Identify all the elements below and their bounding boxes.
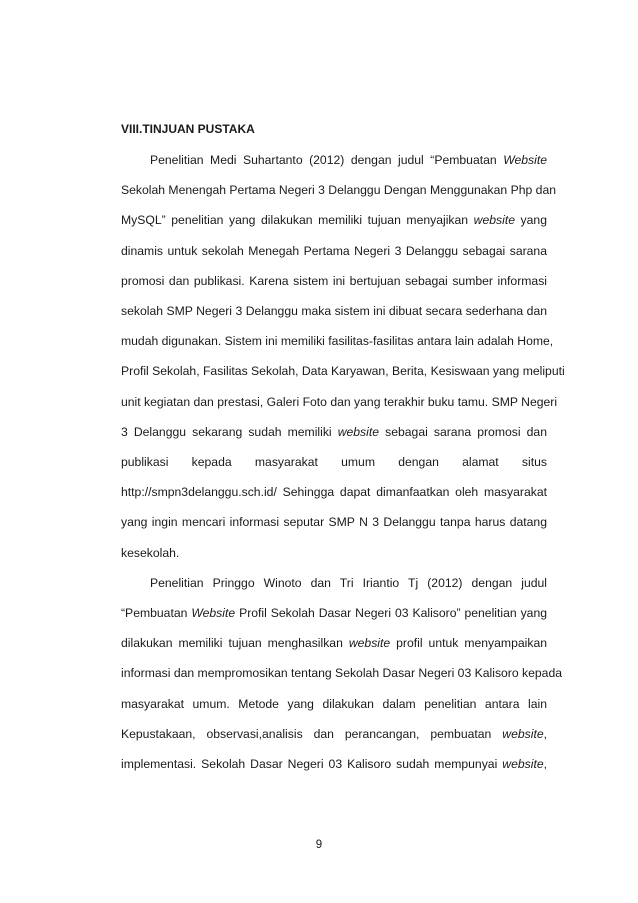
text-line <box>121 756 547 772</box>
text-line <box>121 696 547 712</box>
italic-term: website <box>473 213 515 228</box>
text-segment: kesekolah. <box>121 545 180 560</box>
text-segment: Penelitian Pringgo Winoto dan Tri Iriantio Tj (2012) dengan judul <box>150 575 547 590</box>
italic-term: Website <box>191 606 236 620</box>
text-line <box>121 303 547 319</box>
text-line <box>121 605 547 621</box>
text-segment: sebagai sarana promosi dan <box>379 424 547 439</box>
italic-term: website <box>502 757 544 771</box>
text-segment: Penelitian Medi Suhartanto (2012) dengan judul “Pembuatan <box>150 153 504 167</box>
text-line <box>121 484 547 500</box>
section-heading: VIII.TINJUAN PUSTAKA <box>121 122 255 136</box>
text-segment: Profil Sekolah, Fasilitas Sekolah, Data Karyawan, Berita, Kesiswaan yang meliputi <box>121 364 565 379</box>
text-segment: Kepustakaan, observasi,analisis dan perancangan, pembuatan <box>121 726 503 741</box>
text-line <box>121 665 563 681</box>
text-line <box>121 726 547 742</box>
text-line <box>121 394 558 410</box>
text-segment: dilakukan memiliki tujuan menghasilkan <box>121 636 349 651</box>
text-line <box>121 635 547 651</box>
text-segment: , <box>543 726 547 741</box>
text-line <box>121 273 547 289</box>
text-segment: publikasi kepada masyarakat umum dengan alamat situs <box>121 455 547 469</box>
text-segment: 3 Delanggu sekarang sudah memiliki <box>121 424 338 439</box>
text-segment: Sekolah Menengah Pertama Negeri 3 Delanggu Dengan Menggunakan Php dan <box>121 183 556 198</box>
text-line <box>121 514 547 530</box>
text-segment: yang ingin mencari informasi seputar SMP N 3 Delanggu tanpa harus datang <box>121 515 547 530</box>
text-segment: informasi dan mempromosikan tentang Sekolah Dasar Negeri 03 Kalisoro kepada <box>121 666 563 681</box>
text-segment: implementasi. Sekolah Dasar Negeri 03 Kalisoro sudah mempunyai <box>121 757 503 771</box>
text-segment: sekolah SMP Negeri 3 Delanggu maka sistem ini dibuat secara sederhana dan <box>121 304 547 318</box>
text-segment: yang <box>514 213 547 228</box>
text-line <box>121 212 547 228</box>
text-segment: http://smpn3delanggu.sch.id/ Sehingga dapat dimanfaatkan oleh masyarakat <box>121 485 547 500</box>
italic-term: website <box>502 726 544 741</box>
italic-term: website <box>348 636 391 651</box>
text-segment: dinamis untuk sekolah Menegah Pertama Negeri 3 Delanggu sebagai sarana <box>121 243 547 258</box>
text-segment: masyarakat umum. Metode yang dilakukan dalam penelitian antara lain <box>121 696 547 711</box>
text-segment: promosi dan publikasi. Karena sistem ini bertujuan sebagai sumber informasi <box>121 273 547 288</box>
text-segment: MySQL” penelitian yang dilakukan memiliki tujuan menyajikan <box>121 213 474 228</box>
text-segment: mudah digunakan. Sistem ini memiliki fasilitas-fasilitas antara lain adalah Home, <box>121 334 554 349</box>
text-line <box>150 575 547 591</box>
text-line <box>121 545 547 561</box>
text-segment: unit kegiatan dan prestasi, Galeri Foto dan yang terakhir buku tamu. SMP Negeri <box>121 394 558 409</box>
italic-term: website <box>337 424 380 439</box>
text-line <box>121 363 565 379</box>
text-line <box>121 333 554 349</box>
text-segment: Profil Sekolah Dasar Negeri 03 Kalisoro” penelitian yang <box>235 606 548 620</box>
text-segment: profil untuk menyampaikan <box>390 636 547 651</box>
text-line <box>150 152 547 168</box>
page-number: 9 <box>315 839 323 851</box>
text-segment: “Pembuatan <box>121 606 192 620</box>
text-line <box>121 454 547 470</box>
text-line <box>121 243 547 259</box>
text-segment: , <box>543 757 547 771</box>
italic-term: Website <box>503 153 547 167</box>
text-line <box>121 424 547 440</box>
text-line <box>121 182 556 198</box>
